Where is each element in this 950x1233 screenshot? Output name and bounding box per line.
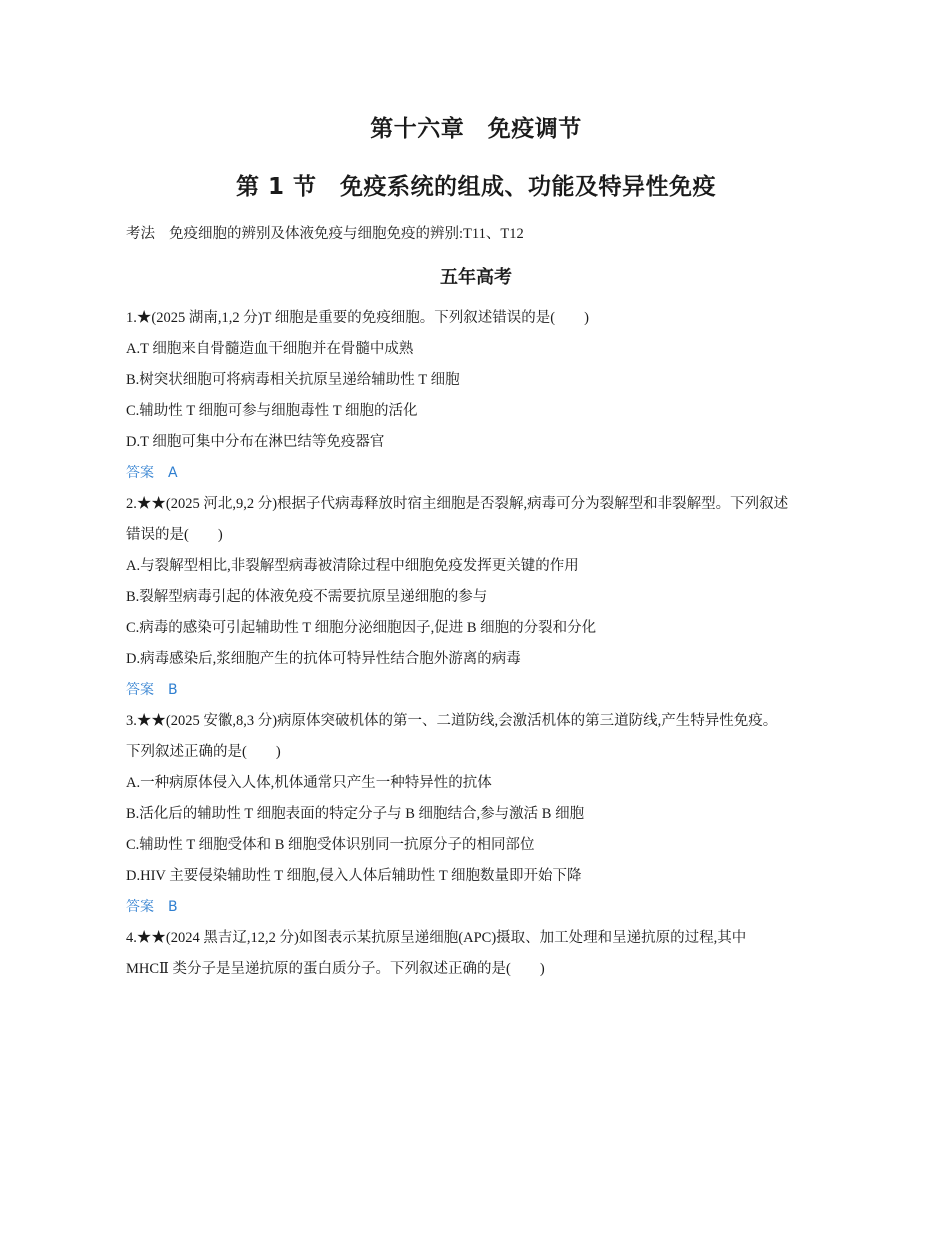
answer-option: B.活化后的辅助性 T 细胞表面的特定分子与 B 细胞结合,参与激活 B 细胞	[126, 806, 585, 822]
method-tag: 考法	[126, 226, 155, 242]
answer-line	[126, 458, 831, 489]
question-list	[126, 303, 831, 985]
answer-option: C.辅助性 T 细胞可参与细胞毒性 T 细胞的活化	[126, 403, 418, 419]
answer-option: D.T 细胞可集中分布在淋巴结等免疫器官	[126, 434, 385, 450]
question-stem: 3.★★(2025 安徽,8,3 分)病原体突破机体的第一、二道防线,会激活机体的第三道防线,产生特异性免疫。	[126, 713, 778, 729]
answer-value: B	[168, 682, 178, 698]
question-block	[126, 923, 831, 985]
chapter-title: 第十六章 免疫调节	[370, 116, 582, 142]
question-stem: 1.★(2025 湖南,1,2 分)T 细胞是重要的免疫细胞。下列叙述错误的是( )	[126, 310, 589, 326]
question-stem: 下列叙述正确的是( )	[126, 744, 281, 760]
answer-line	[126, 675, 831, 706]
answer-value: B	[168, 899, 178, 915]
question-stem: 错误的是( )	[126, 527, 223, 543]
answer-option: C.辅助性 T 细胞受体和 B 细胞受体识别同一抗原分子的相同部位	[126, 837, 535, 853]
answer-line	[126, 892, 831, 923]
answer-option: B.裂解型病毒引起的体液免疫不需要抗原呈递细胞的参与	[126, 589, 488, 605]
answer-option: D.病毒感染后,浆细胞产生的抗体可特异性结合胞外游离的病毒	[126, 651, 521, 667]
method-line	[126, 222, 524, 243]
answer-option: D.HIV 主要侵染辅助性 T 细胞,侵入人体后辅助性 T 细胞数量即开始下降	[126, 868, 582, 884]
method-text: 免疫细胞的辨别及体液免疫与细胞免疫的辨别:T11、T12	[169, 226, 524, 242]
question-stem: MHCⅡ 类分子是呈递抗原的蛋白质分子。下列叙述正确的是( )	[126, 961, 545, 977]
answer-option: C.病毒的感染可引起辅助性 T 细胞分泌细胞因子,促进 B 细胞的分裂和分化	[126, 620, 597, 636]
answer-option: A.与裂解型相比,非裂解型病毒被清除过程中细胞免疫发挥更关键的作用	[126, 558, 579, 574]
answer-label: 答案	[126, 899, 154, 915]
answer-option: A.一种病原体侵入人体,机体通常只产生一种特异性的抗体	[126, 775, 492, 791]
question-stem: 4.★★(2024 黑吉辽,12,2 分)如图表示某抗原呈递细胞(APC)摄取、加工处理和呈递抗原的过程,其中	[126, 930, 747, 946]
answer-label: 答案	[126, 682, 154, 698]
answer-option: B.树突状细胞可将病毒相关抗原呈递给辅助性 T 细胞	[126, 372, 460, 388]
question-block	[126, 303, 831, 489]
question-block	[126, 706, 831, 923]
question-block	[126, 489, 831, 706]
answer-value: A	[168, 465, 178, 481]
section-heading: 五年高考	[440, 267, 512, 288]
answer-option: A.T 细胞来自骨髓造血干细胞并在骨髓中成熟	[126, 341, 414, 357]
answer-label: 答案	[126, 465, 154, 481]
section-title: 第 1 节 免疫系统的组成、功能及特异性免疫	[235, 174, 717, 200]
question-stem: 2.★★(2025 河北,9,2 分)根据子代病毒释放时宿主细胞是否裂解,病毒可分为裂解型和非裂解型。下列叙述	[126, 496, 789, 512]
